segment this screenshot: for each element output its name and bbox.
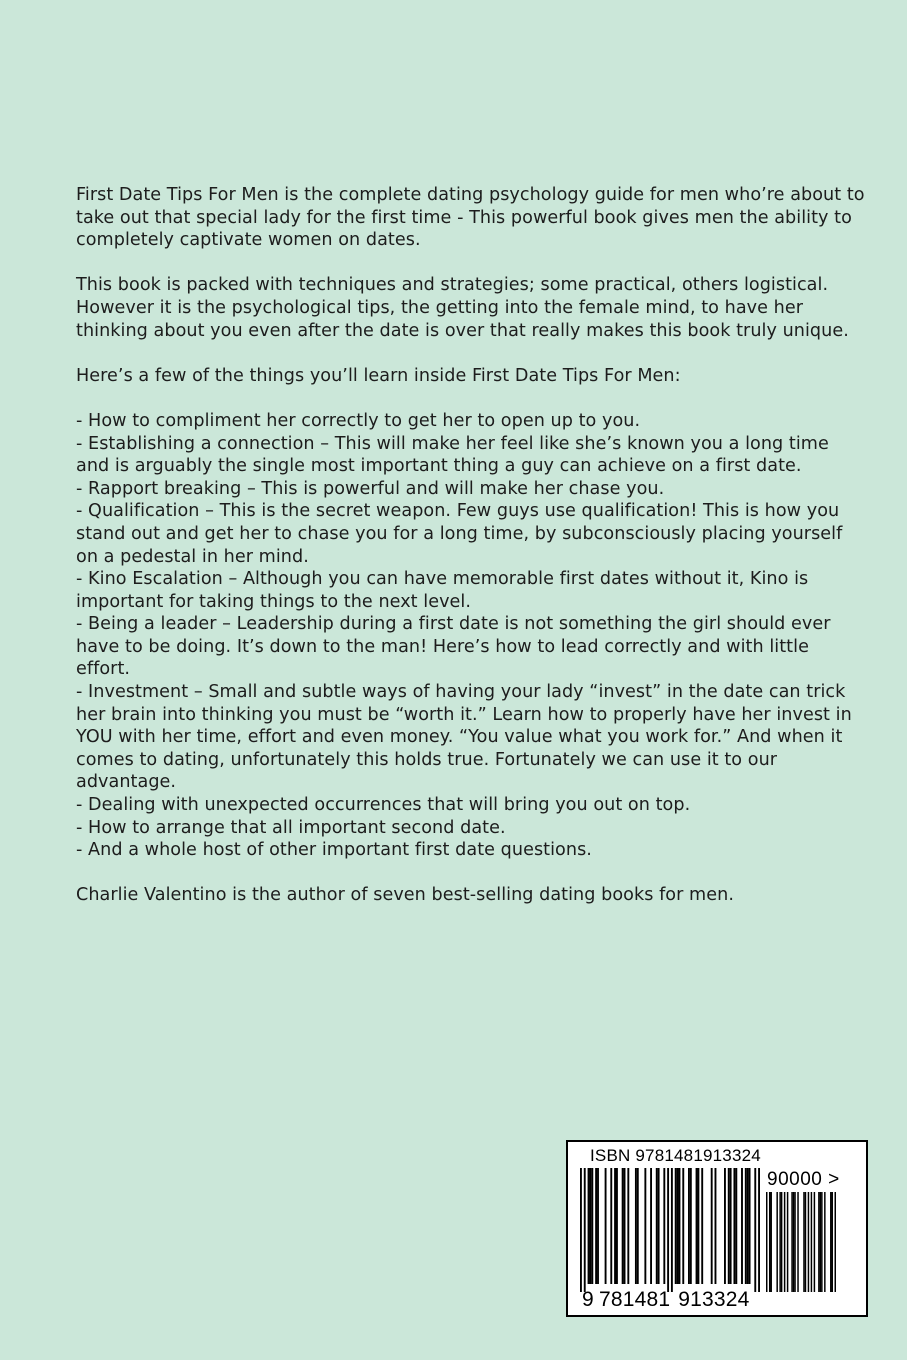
list-item: - Qualification – This is the secret weapon. Few guys use qualification! This is how you stand out and get her to chase you for a long time, by subconsciously placing yourself on a pedestal in her mind. [76, 501, 843, 567]
barcode-bar [715, 1168, 717, 1284]
barcode-bar [824, 1192, 825, 1292]
barcode-bar [791, 1192, 792, 1292]
isbn-digit-first: 9 [582, 1288, 594, 1311]
isbn-digits [582, 1288, 750, 1312]
list-item: - Rapport breaking – This is powerful and will make her chase you. [76, 478, 665, 499]
barcode-bar [589, 1168, 591, 1284]
barcode-bar [754, 1168, 756, 1292]
barcode-bar [701, 1168, 703, 1284]
barcode-bar [728, 1168, 730, 1284]
list-item: - Investment – Small and subtle ways of having your lady “invest” in the date can trick her brain into thinking you must be “worth it.” Learn how to properly have her invest in YOU with her time, effort and even money. “You value what you work for.” And when it comes to dating, unfortunately this holds true. Fortunately we can use it to our advantage. [76, 682, 852, 793]
barcode-bar [797, 1192, 798, 1292]
barcode-bar [749, 1168, 751, 1284]
barcode-bar [735, 1168, 737, 1284]
barcode-bar [733, 1168, 735, 1284]
barcode-bar [787, 1192, 788, 1292]
barcode-bar [832, 1192, 833, 1292]
barcode-bar [591, 1168, 593, 1284]
list-item: - Establishing a connection – This will make her feel like she’s known you a long time and is arguably the single most important thing a guy can achieve on a first date. [76, 433, 829, 477]
barcode-bar [811, 1192, 812, 1292]
barcode-bar [835, 1192, 836, 1292]
isbn-digits-right: 913324 [678, 1288, 750, 1311]
barcode-bar [784, 1192, 785, 1292]
packed-paragraph: This book is packed with techniques and strategies; some practical, others logistical. However it is the psychological tips, the getting into the female mind, to have her thinking about you even after the date is over that really makes this book truly unique. [76, 275, 849, 341]
barcode-bar [610, 1168, 612, 1284]
barcode-bar [696, 1168, 698, 1284]
barcode-bar [677, 1168, 679, 1284]
barcode-bar [658, 1168, 660, 1284]
barcode-bar [622, 1168, 624, 1284]
price-code: 90000 > [767, 1169, 840, 1190]
barcode-bar [627, 1168, 629, 1284]
barcode-bar [770, 1192, 771, 1292]
ean13-barcode-bars [580, 1168, 760, 1292]
isbn-digits-left: 781481 [599, 1288, 671, 1311]
barcode-bar [637, 1168, 639, 1284]
list-item: - Kino Escalation – Although you can have memorable first dates without it, Kino is important for taking things to the next level. [76, 569, 809, 612]
barcode-bar [597, 1168, 599, 1284]
barcode-bar [675, 1168, 677, 1284]
barcode-bar [747, 1168, 749, 1284]
barcode-bar [805, 1192, 806, 1292]
barcode-bar [711, 1168, 713, 1284]
barcode-bar [580, 1168, 582, 1292]
barcode-bar [758, 1168, 760, 1292]
back-cover-blurb [76, 184, 866, 930]
feature-list [76, 410, 866, 862]
barcode-bar [769, 1192, 770, 1292]
barcode-bar [776, 1192, 777, 1292]
lead-in-paragraph: Here’s a few of the things you’ll learn inside First Date Tips For Men: [76, 365, 681, 386]
barcode-bar [679, 1168, 681, 1284]
barcode-bar [745, 1168, 747, 1284]
author-note: Charlie Valentino is the author of seven best-selling dating books for men. [76, 885, 734, 906]
barcode-bar [814, 1192, 815, 1292]
list-item: - Being a leader – Leadership during a first date is not something the girl should ever have to be doing. It’s down to the man! Here’s how to lead correctly and with little effort. [76, 614, 831, 680]
barcode-bar [605, 1168, 607, 1284]
barcode-bar [616, 1168, 618, 1284]
barcode-bar [821, 1192, 822, 1292]
barcode-bar [644, 1168, 646, 1284]
barcode-bar [614, 1168, 616, 1284]
barcode-bar [688, 1168, 690, 1284]
intro-paragraph: First Date Tips For Men is the complete dating psychology guide for men who’re about to take out that special lady for the first time - This powerful book gives men the ability to completely captivate women on dates. [76, 185, 865, 251]
barcode-bar [766, 1192, 767, 1292]
list-item: - How to compliment her correctly to get her to open up to you. [76, 410, 641, 431]
barcode-bar [724, 1168, 726, 1284]
barcode-bar [667, 1168, 669, 1292]
barcode-bar [781, 1192, 782, 1292]
barcode-bar [650, 1168, 652, 1284]
barcode-bar [682, 1168, 684, 1284]
isbn-barcode [566, 1140, 868, 1317]
barcode-bar [697, 1168, 699, 1284]
barcode-bar [663, 1168, 665, 1284]
barcode-bar [793, 1192, 794, 1292]
barcode-bar [820, 1192, 821, 1292]
list-item: - How to arrange that all important second date. [76, 817, 506, 838]
barcode-bar [584, 1168, 586, 1292]
addon-barcode-bars [766, 1192, 836, 1292]
isbn-label: ISBN 9781481913324 [590, 1146, 761, 1165]
barcode-bar [671, 1168, 673, 1292]
barcode-bar [741, 1168, 743, 1284]
barcode-bar [624, 1168, 626, 1284]
list-item: - Dealing with unexpected occurrences that will bring you out on top. [76, 795, 691, 816]
barcode-bar [690, 1168, 692, 1284]
barcode-bar [730, 1168, 732, 1284]
barcode-bar [803, 1192, 804, 1292]
barcode-bar [808, 1192, 809, 1292]
barcode-bar [830, 1192, 831, 1292]
barcode-bar [595, 1168, 597, 1284]
barcode-bar [818, 1192, 819, 1292]
list-item: - And a whole host of other important first date questions. [76, 840, 592, 861]
barcode-bar [779, 1192, 780, 1292]
barcode-bar [635, 1168, 637, 1284]
barcode-bar [656, 1168, 658, 1284]
barcode-bar [794, 1192, 795, 1292]
barcode-bar [588, 1168, 590, 1284]
